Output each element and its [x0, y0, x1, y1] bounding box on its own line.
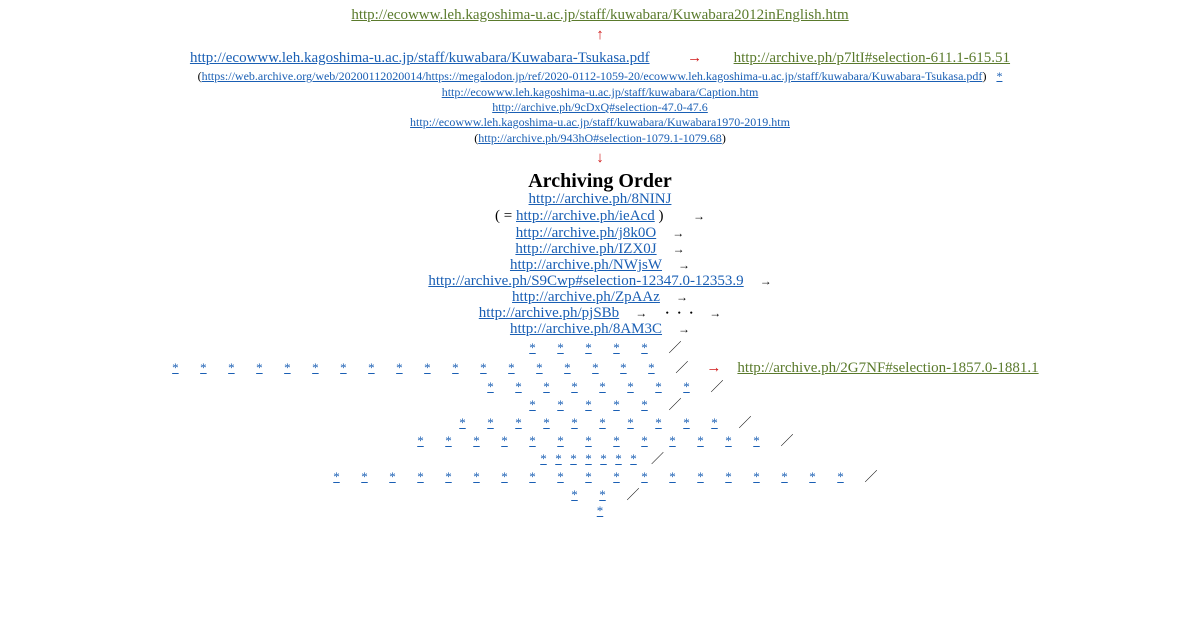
star-link[interactable]: *: [200, 360, 207, 375]
star-row: [0, 340, 1200, 355]
star-link[interactable]: *: [361, 469, 368, 484]
star-link[interactable]: *: [697, 433, 704, 448]
kuwabara-1970-2019-link[interactable]: http://ecowww.leh.kagoshima-u.ac.jp/staff/kuwabara/Kuwabara1970-2019.htm: [410, 115, 790, 129]
star-link[interactable]: *: [585, 340, 592, 355]
star-link[interactable]: *: [571, 379, 578, 394]
star-link[interactable]: *: [613, 469, 620, 484]
close-paren: ): [721, 131, 726, 145]
star-link[interactable]: *: [529, 397, 536, 412]
star-row: [0, 433, 1200, 448]
star-link[interactable]: *: [312, 360, 319, 375]
order-link[interactable]: http://archive.ph/IZX0J: [515, 241, 657, 257]
order-link[interactable]: http://archive.ph/ZpAAz: [512, 289, 660, 305]
slash-separator: ／: [780, 433, 794, 448]
open-paren: (: [197, 69, 202, 83]
star-link[interactable]: *: [585, 451, 592, 466]
star-link[interactable]: *: [536, 360, 543, 375]
star-link[interactable]: *: [627, 379, 634, 394]
caption-archive-row: [0, 100, 1200, 114]
close-paren: ): [982, 69, 987, 83]
arrow-icon: →: [678, 258, 691, 272]
star-link[interactable]: *: [459, 415, 466, 430]
slash-separator: ／: [864, 469, 878, 484]
order-row-3: [0, 257, 1200, 274]
star-link[interactable]: *: [725, 433, 732, 448]
star-link[interactable]: *: [543, 415, 550, 430]
star-link[interactable]: *: [613, 433, 620, 448]
order-row-6: [0, 305, 1200, 322]
star-link[interactable]: *: [473, 469, 480, 484]
star-link[interactable]: *: [172, 360, 179, 375]
pdf-archive-link[interactable]: http://archive.ph/p7ltI#selection-611.1-615.51: [733, 50, 1011, 66]
star-link[interactable]: *: [600, 451, 607, 466]
order-link-ieacd[interactable]: http://archive.ph/ieAcd: [516, 208, 655, 224]
star-link[interactable]: *: [256, 360, 263, 375]
star-link[interactable]: *: [570, 451, 577, 466]
order-row-5: [0, 289, 1200, 306]
slash-separator: ／: [668, 397, 682, 412]
star-link[interactable]: *: [543, 379, 550, 394]
star-link[interactable]: *: [487, 415, 494, 430]
down-arrow: ↓: [596, 150, 604, 166]
star-link[interactable]: *: [996, 69, 1003, 83]
order-link-8ninj[interactable]: http://archive.ph/8NINJ: [528, 191, 672, 207]
eq-open: ( =: [495, 208, 513, 224]
star-link[interactable]: *: [641, 433, 648, 448]
wayback-link[interactable]: https://web.archive.org/web/20200112020014/https://megalodon.jp/ref/2020-0112-1059-20/ecowww.leh.kagoshima-u.ac.jp/staff/kuwabara/Kuwabara-Tsukasa.pdf: [201, 69, 983, 83]
order-link[interactable]: http://archive.ph/pjSBb: [478, 305, 620, 321]
star-link[interactable]: *: [445, 433, 452, 448]
slash-separator: ／: [650, 451, 664, 466]
star-link[interactable]: *: [592, 360, 599, 375]
star-link[interactable]: *: [228, 360, 235, 375]
star-link[interactable]: *: [620, 360, 627, 375]
order-row-1: [0, 225, 1200, 242]
k1970-archive-link[interactable]: http://archive.ph/943hO#selection-1079.1-1079.68: [478, 131, 722, 145]
eq-close: ): [658, 208, 664, 224]
star-row: [0, 451, 1200, 466]
wayback-row: [0, 69, 1200, 83]
open-paren: (: [474, 131, 479, 145]
star-link[interactable]: *: [599, 415, 606, 430]
ellipsis: ・・・: [661, 306, 698, 320]
star-link[interactable]: *: [809, 469, 816, 484]
star-link[interactable]: *: [501, 433, 508, 448]
star-link[interactable]: *: [599, 487, 606, 502]
star-link[interactable]: *: [753, 469, 760, 484]
star-link[interactable]: *: [564, 360, 571, 375]
star-link[interactable]: *: [557, 433, 564, 448]
star-link[interactable]: *: [529, 433, 536, 448]
star-link[interactable]: *: [473, 433, 480, 448]
slash-separator: ／: [668, 340, 682, 355]
arrow-icon: →: [675, 290, 688, 304]
star-link[interactable]: *: [641, 469, 648, 484]
kuwabara-2012-link[interactable]: http://ecowww.leh.kagoshima-u.ac.jp/staff/kuwabara/Kuwabara2012inEnglish.htm: [351, 7, 849, 23]
star-link[interactable]: *: [417, 433, 424, 448]
star-link[interactable]: *: [571, 415, 578, 430]
star-link[interactable]: *: [557, 397, 564, 412]
slash-separator: ／: [738, 415, 752, 430]
up-arrow: ↑: [596, 27, 604, 43]
page-heading: Archiving Order: [528, 170, 672, 192]
order-link[interactable]: http://archive.ph/8AM3C: [509, 321, 663, 337]
order-first-row: [0, 191, 1200, 208]
caption-row: [0, 85, 1200, 99]
star-link[interactable]: *: [540, 451, 547, 466]
arrow-icon: →: [759, 274, 772, 288]
star-row: [0, 503, 1200, 518]
eq-row: [0, 208, 1200, 225]
star-link[interactable]: *: [648, 360, 655, 375]
slash-separator: ／: [675, 360, 689, 375]
star-link[interactable]: *: [753, 433, 760, 448]
k1970-row: [0, 115, 1200, 129]
star-row: [0, 469, 1200, 484]
top-link-row: [0, 7, 1200, 24]
star-link[interactable]: *: [669, 469, 676, 484]
order-row-2: [0, 241, 1200, 258]
star-link[interactable]: *: [627, 415, 634, 430]
arrow-icon: →: [692, 209, 705, 223]
pdf-row: [0, 50, 1200, 67]
star-link[interactable]: *: [571, 487, 578, 502]
slash-separator: ／: [626, 487, 640, 502]
star-link[interactable]: *: [697, 469, 704, 484]
slash-separator: ／: [710, 379, 724, 394]
star-link[interactable]: *: [515, 415, 522, 430]
star-link[interactable]: *: [508, 360, 515, 375]
star-link[interactable]: *: [396, 360, 403, 375]
star-link[interactable]: *: [452, 360, 459, 375]
star-link[interactable]: *: [529, 340, 536, 355]
caption-link[interactable]: http://ecowww.leh.kagoshima-u.ac.jp/staff/kuwabara/Caption.htm: [441, 85, 759, 99]
arrow-icon: →: [672, 226, 685, 240]
star-row: [0, 415, 1200, 430]
final-archive-link[interactable]: http://archive.ph/2G7NF#selection-1857.0-1881.1: [737, 360, 1039, 376]
star-link[interactable]: *: [725, 469, 732, 484]
order-link[interactable]: http://archive.ph/NWjsW: [509, 257, 663, 273]
star-link[interactable]: *: [655, 415, 662, 430]
star-link[interactable]: *: [585, 469, 592, 484]
red-arrow-icon: →: [687, 50, 703, 66]
star-link[interactable]: *: [487, 379, 494, 394]
star-link[interactable]: *: [641, 397, 648, 412]
star-link[interactable]: *: [683, 379, 690, 394]
arrow-icon: →: [672, 242, 685, 256]
arrow-icon: →: [678, 322, 691, 336]
star-row: [0, 397, 1200, 412]
arrow-icon: →: [709, 306, 722, 320]
star-link[interactable]: *: [781, 469, 788, 484]
star-row: [0, 487, 1200, 502]
star-link[interactable]: *: [424, 360, 431, 375]
star-link[interactable]: *: [630, 451, 637, 466]
red-arrow-icon: →: [706, 360, 722, 376]
star-link[interactable]: *: [501, 469, 508, 484]
star-link[interactable]: *: [368, 360, 375, 375]
star-row: [0, 360, 1200, 376]
star-link[interactable]: *: [557, 469, 564, 484]
star-link[interactable]: *: [389, 469, 396, 484]
star-link[interactable]: *: [417, 469, 424, 484]
order-row-4: [0, 273, 1200, 290]
star-link[interactable]: *: [613, 340, 620, 355]
star-link[interactable]: *: [555, 451, 562, 466]
star-link[interactable]: *: [557, 340, 564, 355]
star-row: [0, 379, 1200, 394]
star-link[interactable]: *: [615, 451, 622, 466]
star-link[interactable]: *: [515, 379, 522, 394]
order-row-7: [0, 321, 1200, 338]
star-link[interactable]: *: [340, 360, 347, 375]
star-link[interactable]: *: [596, 503, 604, 518]
order-link[interactable]: http://archive.ph/S9Cwp#selection-12347.0-12353.9: [428, 273, 744, 289]
star-link[interactable]: *: [529, 469, 536, 484]
order-link[interactable]: http://archive.ph/j8k0O: [515, 225, 657, 241]
caption-archive-link[interactable]: http://archive.ph/9cDxQ#selection-47.0-47.6: [492, 100, 708, 114]
star-link[interactable]: *: [585, 433, 592, 448]
star-link[interactable]: *: [445, 469, 452, 484]
star-link[interactable]: *: [641, 340, 648, 355]
star-link[interactable]: *: [655, 379, 662, 394]
star-link[interactable]: *: [669, 433, 676, 448]
star-link[interactable]: *: [837, 469, 844, 484]
star-link[interactable]: *: [480, 360, 487, 375]
star-link[interactable]: *: [284, 360, 291, 375]
star-link[interactable]: *: [711, 415, 718, 430]
k1970-archive-row: [0, 131, 1200, 145]
star-link[interactable]: *: [613, 397, 620, 412]
star-link[interactable]: *: [599, 379, 606, 394]
arrow-icon: →: [635, 306, 648, 320]
star-link[interactable]: *: [333, 469, 340, 484]
star-link[interactable]: *: [683, 415, 690, 430]
kuwabara-tsukasa-pdf-link[interactable]: http://ecowww.leh.kagoshima-u.ac.jp/staff/kuwabara/Kuwabara-Tsukasa.pdf: [189, 50, 650, 66]
star-link[interactable]: *: [585, 397, 592, 412]
